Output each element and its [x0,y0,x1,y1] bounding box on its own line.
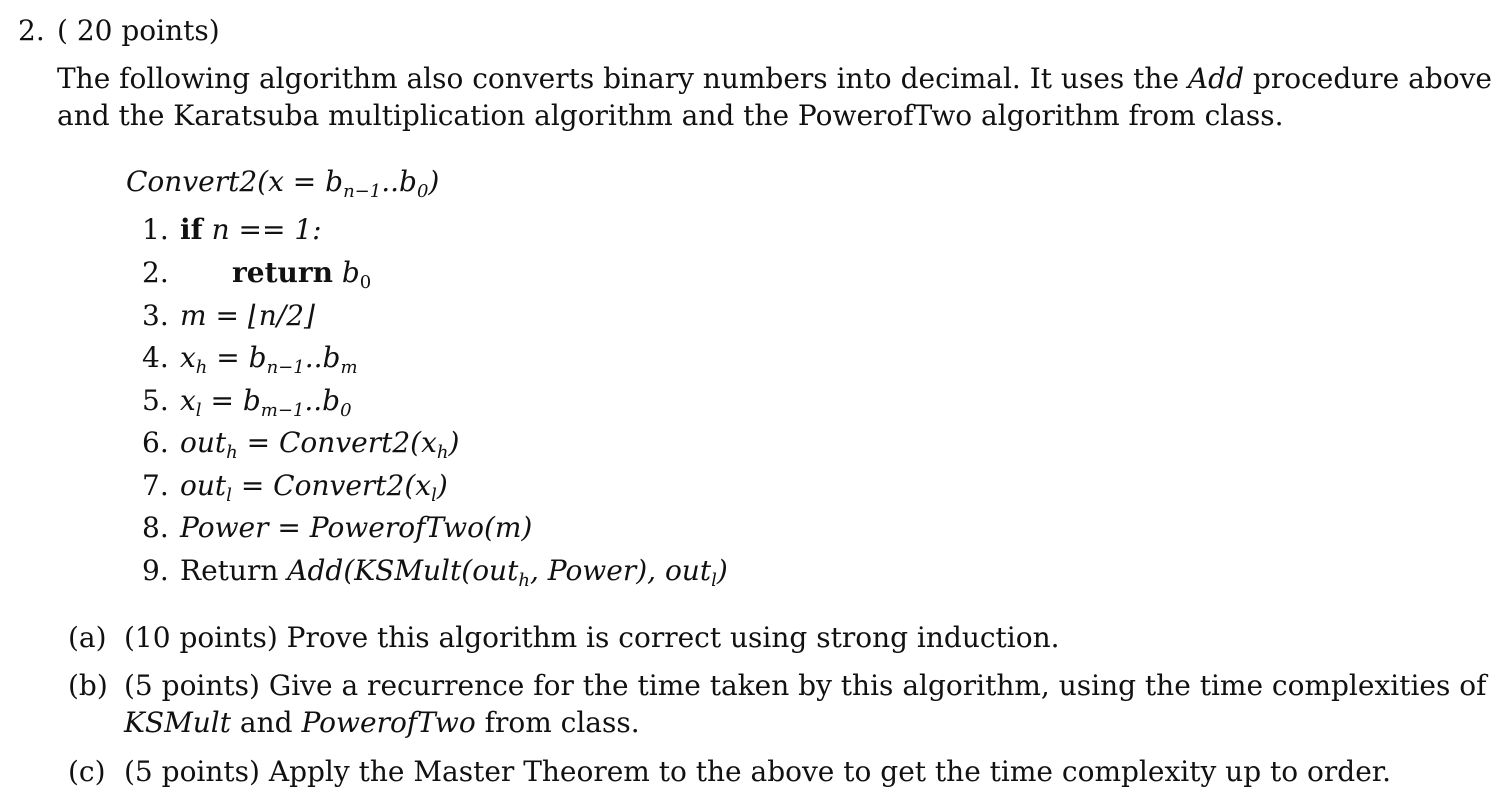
code-sub: m [340,357,358,378]
keyword: return [232,256,333,289]
intro-line-1 [57,62,1492,95]
code-line [180,469,448,506]
code-sub: 0 [340,400,352,421]
line-number: 7. [142,469,169,502]
code-sub: h [436,442,449,463]
ksmult: KSMult [124,706,232,739]
code-text: = Convert2(x [231,469,432,502]
algorithm-name: Convert2 [126,165,258,198]
intro-text-a: The following algorithm also converts binary numbers into decimal. It uses the [57,62,1188,95]
line-number: 6. [142,426,169,459]
code-line [180,213,322,246]
part-c-text: (5 points) Apply the Master Theorem to the above to get the time complexity up to order. [124,755,1391,788]
code-sub: n−1 [266,357,305,378]
code-line [180,384,352,421]
intro-add: Add [1187,62,1244,95]
part-b-text: (5 points) Give a recurrence for the time taken by this algorithm, using the time complexities of [124,669,1487,702]
part-b-label: (b) [68,669,108,702]
part-c-label: (c) [68,755,106,788]
part-b-text-line-2 [124,706,640,739]
signature-text: (x = b [257,165,344,198]
algorithm-signature [126,165,439,202]
code-sub: l [226,485,232,506]
line-number: 8. [142,511,169,544]
part-b-end: from class. [475,706,640,739]
code-line [180,554,728,591]
code-text: = b [201,384,261,417]
code-sub: h [226,442,238,463]
code-text: out [180,469,227,502]
code-line [180,426,459,463]
code-text: ) [448,426,460,459]
code-line [180,341,358,378]
code-sub: l [431,485,437,506]
code-text: out [180,426,227,459]
code-text: Add(KSMult(out [287,554,519,587]
code-text: x [180,384,196,417]
code-text: ..b [304,384,341,417]
part-a-text: (10 points) Prove this algorithm is correct using strong induction. [124,621,1060,654]
code-line: m = ⌊n/2⌋ [180,299,315,332]
code-text: x [180,341,196,374]
code-text: n == 1: [202,213,322,246]
part-b-and: and [231,706,302,739]
poweroftwo: PowerofTwo [301,706,476,739]
code-text: Return [180,554,288,587]
code-sub: l [195,400,202,421]
code-text: ) [716,554,728,587]
code-line [232,256,371,293]
code-text: = b [207,341,267,374]
keyword: if [180,213,203,246]
line-number: 2. [142,256,169,289]
line-number: 3. [142,299,169,332]
code-sub: m−1 [260,400,305,421]
line-number: 5. [142,384,169,417]
problem-points: ( 20 points) [57,14,220,47]
signature-mid: ..b [381,165,417,198]
code-sub: h [518,570,530,591]
code-text: b [332,256,360,289]
code-text: ) [436,469,448,502]
part-a-label: (a) [68,621,107,654]
code-text: = Convert2(x [237,426,437,459]
line-number: 1. [142,213,169,246]
code-sub: h [195,357,208,378]
line-number: 4. [142,341,169,374]
line-number: 9. [142,554,169,587]
signature-end: ) [428,165,440,198]
code-sub: 0 [359,272,372,293]
code-text: ..b [304,341,341,374]
code-line: Power = PowerofTwo(m) [180,511,533,544]
intro-line-2: and the Karatsuba multiplication algorithm and the PowerofTwo algorithm from class. [57,99,1284,132]
intro-text-b: procedure above [1244,62,1492,95]
code-text: , Power), out [529,554,712,587]
problem-number: 2. [18,14,45,47]
code-sub: l [711,570,717,591]
signature-sub-0: 0 [416,181,429,202]
signature-sub-1: n−1 [343,181,382,202]
